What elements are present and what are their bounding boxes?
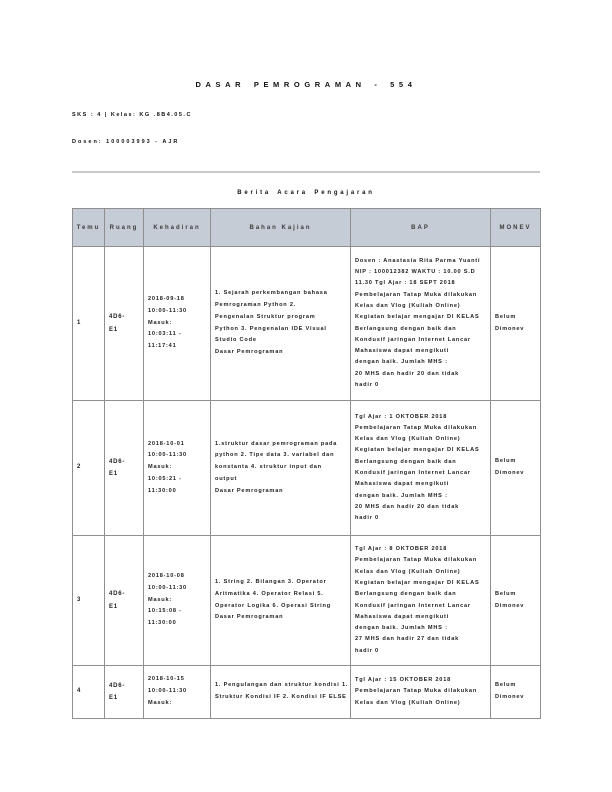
cell-bahan-kajian: 1.struktur dasar pemrograman pada python 2. Tipe data 3. variabel dan konstanta 4. struktur input dan output Dasar Pemrograman [211, 401, 351, 536]
cell-temu: 1 [73, 247, 105, 401]
table-row [73, 536, 541, 666]
header-kehadiran: Kehadiran [144, 209, 211, 247]
sks-class-info: SKS : 4 | Kelas: KG .8B4.05.C [72, 112, 192, 118]
lecturer-info: Dosen: 100003993 - AJR [72, 139, 180, 145]
table-row [73, 247, 541, 401]
teaching-record-table [72, 208, 541, 719]
cell-bahan-kajian: 1. Sejarah perkembangan bahasa Pemrograman Python 2. Pengenalan Struktur program Python 3. Pengenalan IDE Visual Studio Code Dasar Pemrograman [211, 247, 351, 401]
horizontal-divider [72, 171, 540, 173]
header-ruang: Ruang [105, 209, 144, 247]
table-row [73, 401, 541, 536]
cell-bap: Dosen : Anastasia Rita Parma Yuanti NIP : 100012382 WAKTU : 10.00 S.D 11.30 Tgl Ajar : 18 SEPT 2018 Pembelajaran Tatap Muka dilakukan Kelas dan Vlog (Kuliah Online) Kegiatan belajar mengajar DI KELAS Berlangsung dengan baik dan Kondusif jaringan Internet Lancar Mahasiswa dapat mengikuti dengan baik. Jumlah MHS : 20 MHS dan hadir 20 dan tidak hadir 0 [351, 247, 491, 401]
section-title: Berita Acara Pengajaran [237, 190, 375, 196]
cell-kehadiran: 2018-10-15 10:00-11:30 Masuk: [144, 666, 211, 719]
cell-monev: Belum Dimonev [491, 401, 541, 536]
table-row [73, 666, 541, 719]
cell-kehadiran: 2018-10-08 10:00-11:30 Masuk: 10:15:08 - 11:30:00 [144, 536, 211, 666]
header-bahan-kajian: Bahan Kajian [211, 209, 351, 247]
cell-bap: Tgl Ajar : 1 OKTOBER 2018 Pembelajaran Tatap Muka dilakukan Kelas dan Vlog (Kuliah Online) Kegiatan belajar mengajar DI KELAS Berlangsung dengan baik dan Kondusif jaringan Internet Lancar Mahasiswa dapat mengikuti dengan baik. Jumlah MHS : 20 MHS dan hadir 20 dan tidak hadir 0 [351, 401, 491, 536]
cell-ruang: 4D6- E1 [105, 247, 144, 401]
header-monev: MONEV [491, 209, 541, 247]
cell-bap: Tgl Ajar : 8 OKTOBER 2018 Pembelajaran Tatap Muka dilakukan Kelas dan Vlog (Kuliah Online) Kegiatan belajar mengajar DI KELAS Berlangsung dengan baik dan Kondusif jaringan Internet Lancar Mahasiswa dapat mengikuti dengan baik. Jumlah MHS : 27 MHS dan hadir 27 dan tidak hadir 0 [351, 536, 491, 666]
cell-monev: Belum Dimonev [491, 536, 541, 666]
cell-temu: 4 [73, 666, 105, 719]
header-temu: Temu [73, 209, 105, 247]
cell-kehadiran: 2018-09-18 10:00-11:30 Masuk: 10:03:11 - 11:17:41 [144, 247, 211, 401]
cell-monev: Belum Dimonev [491, 247, 541, 401]
cell-kehadiran: 2018-10-01 10:00-11:30 Masuk: 10:05:21 - 11:30:00 [144, 401, 211, 536]
table-header-row [73, 209, 541, 247]
cell-ruang: 4D6- E1 [105, 401, 144, 536]
cell-ruang: 4D6- E1 [105, 536, 144, 666]
cell-bahan-kajian: 1. Pengulangan dan struktur kondisi 1. Struktur Kondisi IF 2. Kondisi IF ELSE [211, 666, 351, 719]
cell-temu: 2 [73, 401, 105, 536]
cell-bap: Tgl Ajar : 15 OKTOBER 2018 Pembelajaran Tatap Muka dilakukan Kelas dan Vlog (Kuliah Online) [351, 666, 491, 719]
header-bap: BAP [351, 209, 491, 247]
course-title: DASAR PEMROGRAMAN - 554 [195, 80, 417, 89]
cell-bahan-kajian: 1. String 2. Bilangan 3. Operator Aritmatika 4. Operator Relasi 5. Operator Logika 6. Operasi String Dasar Pemrograman [211, 536, 351, 666]
cell-temu: 3 [73, 536, 105, 666]
cell-ruang: 4D6- E1 [105, 666, 144, 719]
cell-monev: Belum Dimonev [491, 666, 541, 719]
